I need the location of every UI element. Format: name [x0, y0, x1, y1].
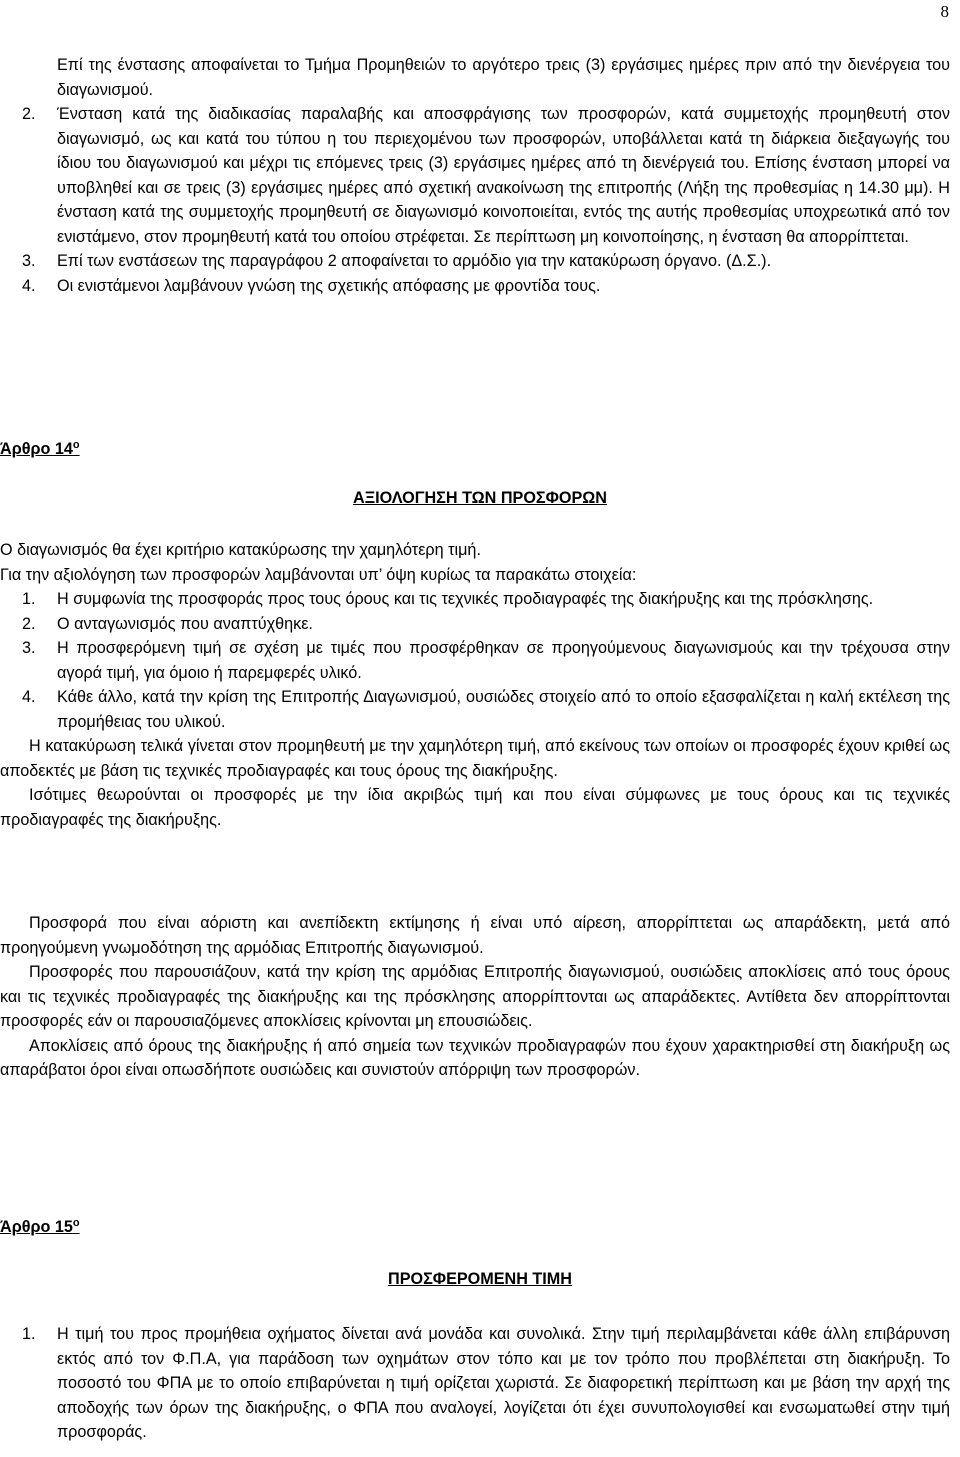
list-item — [0, 274, 950, 299]
article-15-body — [0, 1322, 950, 1445]
page-number: 8 — [940, 2, 949, 21]
list-number: 4. — [22, 276, 36, 295]
section-title: ΠΡΟΣΦΕΡΟΜΕΝΗ ΤΙΜΗ — [388, 1270, 572, 1288]
list-text: Η προσφερόμενη τιμή σε σχέση με τιμές που προσφέρθηκαν σε προηγούμενους διαγωνισμούς και την τρέχουσα στην αγορά τιμή, για όμοιο ή παρεμφερές υλικό. — [57, 639, 950, 682]
intro-list — [0, 102, 950, 298]
paragraph: Για την αξιολόγηση των προσφορών λαμβάνονται υπ’ όψη κυρίως τα παρακάτω στοιχεία: — [0, 565, 637, 584]
paragraph: Ο διαγωνισμός θα έχει κριτήριο κατακύρωσης την χαμηλότερη τιμή. — [0, 541, 481, 559]
article-15-title — [0, 1267, 960, 1292]
article-label-sup: ο — [72, 439, 80, 451]
list-item — [0, 636, 950, 685]
paragraph: Προσφορά που είναι αόριστη και ανεπίδεκτη εκτίμησης ή είναι υπό αίρεση, απορρίπτεται ως απαράδεκτη, μετά από προηγούμενη γνωμοδότηση της αρμόδιας Επιτροπής διαγωνισμού. — [0, 914, 950, 957]
article-14-label — [0, 437, 960, 462]
paragraph: Προσφορές που παρουσιάζουν, κατά την κρίση της αρμόδιας Επιτροπής διαγωνισμού, ουσιώδεις αποκλίσεις από τους όρους και τις τεχνικές προδιαγραφές της διακήρυξης και της πρόσκλησης απορρίπτονται ως απαράδεκτες. Αντίθετα δεν απορρίπτονται προσφορές εάν οι παρουσιαζόμενες αποκλίσεις κρίνονται μη επουσιώδεις. — [0, 963, 950, 1030]
article-label-sup: ο — [72, 1217, 80, 1229]
intro-paragraph — [57, 53, 950, 102]
list-item — [0, 102, 950, 249]
article-14-body-2 — [0, 911, 950, 1083]
list-text: Επί των ενστάσεων της παραγράφου 2 αποφαίνεται το αρμόδιο για την κατακύρωση όργανο. (Δ.Σ.). — [57, 252, 772, 270]
list-number: 3. — [22, 639, 36, 657]
list-number: 4. — [22, 688, 36, 706]
list-number: 2. — [22, 614, 36, 633]
list-number: 3. — [22, 252, 36, 270]
list-text: Οι ενιστάμενοι λαμβάνουν γνώση της σχετικής απόφασης με φροντίδα τους. — [57, 276, 601, 295]
list-number: 1. — [22, 590, 36, 608]
list-item — [0, 1322, 950, 1445]
section-title: ΑΞΙΟΛΟΓΗΣΗ ΤΩΝ ΠΡΟΣΦΟΡΩΝ — [353, 489, 607, 507]
article-label-text: Άρθρο 15 — [0, 1218, 73, 1236]
article-14-title — [0, 486, 960, 511]
article-15-label — [0, 1215, 960, 1240]
intro-text: Επί της ένστασης αποφαίνεται το Τμήμα Προμηθειών το αργότερο τρεις (3) εργάσιμες ημέρες πριν από την διενέργεια του διαγωνισμού. — [57, 56, 950, 99]
list-text: Ο ανταγωνισμός που αναπτύχθηκε. — [57, 614, 313, 633]
list-item — [0, 249, 950, 274]
list-text: Η τιμή του προς προμήθεια οχήματος δίνεται ανά μονάδα και συνολικά. Στην τιμή περιλαμβάνεται κάθε άλλη επιβάρυνση εκτός από τον Φ.Π.Α, για παράδοση των οχημάτων στον τόπο και με τον τρόπο που προβλέπεται στη διακήρυξη. Το ποσοστό του ΦΠΑ με το οποίο επιβαρύνεται η τιμή ορίζεται χωριστά. Σε διαφορετική περίπτωση και με βάση την αρχή της αποδοχής των όρων της διακήρυξης, ο ΦΠΑ που αναλογεί, λογίζεται ότι έχει συνυπολογισθεί και ενσωματωθεί στην τιμή προσφοράς. — [57, 1325, 950, 1441]
list-number: 2. — [22, 105, 36, 123]
list-text: Η συμφωνία της προσφοράς προς τους όρους και τις τεχνικές προδιαγραφές της διακήρυξης και της πρόσκλησης. — [57, 590, 874, 608]
list-text: Ένσταση κατά της διαδικασίας παραλαβής και αποσφράγισης των προσφορών, κατά συμμετοχής προμηθευτή στον διαγωνισμό, ως και κατά του τύπου η του περιεχομένου των προσφορών, υποβάλλεται κατά τη διάρκεια διεξαγωγής του ίδιου του διαγωνισμού και μέχρι τις επόμενες τρεις (3) εργάσιμες ημέρες από τη διενέργειά του. Επίσης ένσταση μπορεί να υποβληθεί και σε τρεις (3) εργάσιμες ημέρες από σχετική ανακοίνωση της επιτροπής (Λήξη της προθεσμίας η 14.30 μμ). Η ένσταση κατά της συμμετοχής προμηθευτή σε διαγωνισμό κοινοποιείται, εντός της αυτής προθεσμίας υποχρεωτικά από τον ενιστάμενο, στον προμηθευτή κατά του οποίου στρέφεται. Σε περίπτωση μη κοινοποίησης, η ένσταση θα απορρίπτεται. — [57, 105, 950, 246]
paragraph: Ισότιμες θεωρούνται οι προσφορές με την ίδια ακριβώς τιμή και που είναι σύμφωνες με τους όρους και τις τεχνικές προδιαγραφές της διακήρυξης. — [0, 786, 950, 829]
list-item — [0, 587, 950, 612]
list-item — [0, 685, 950, 734]
list-item — [0, 612, 950, 637]
article-14-body — [0, 538, 950, 832]
article-label-text: Άρθρο 14 — [0, 440, 73, 458]
list-number: 1. — [22, 1325, 36, 1343]
paragraph: Αποκλίσεις από όρους της διακήρυξης ή από σημεία των τεχνικών προδιαγραφών που έχουν χαρακτηρισθεί στη διακήρυξη ως απαράβατοι όροι είναι οπωσδήποτε ουσιώδεις και συνιστούν απόρριψη των προσφορών. — [0, 1036, 950, 1079]
paragraph: Η κατακύρωση τελικά γίνεται στον προμηθευτή με την χαμηλότερη τιμή, από εκείνους των οποίων οι προσφορές έχουν κριθεί ως αποδεκτές με βάση τις τεχνικές προδιαγραφές και τους όρους της διακήρυξης. — [0, 737, 950, 780]
list-text: Κάθε άλλο, κατά την κρίση της Επιτροπής Διαγωνισμού, ουσιώδες στοιχείο από το οποίο εξασφαλίζεται η καλή εκτέλεση της προμήθειας του υλικού. — [57, 688, 950, 731]
